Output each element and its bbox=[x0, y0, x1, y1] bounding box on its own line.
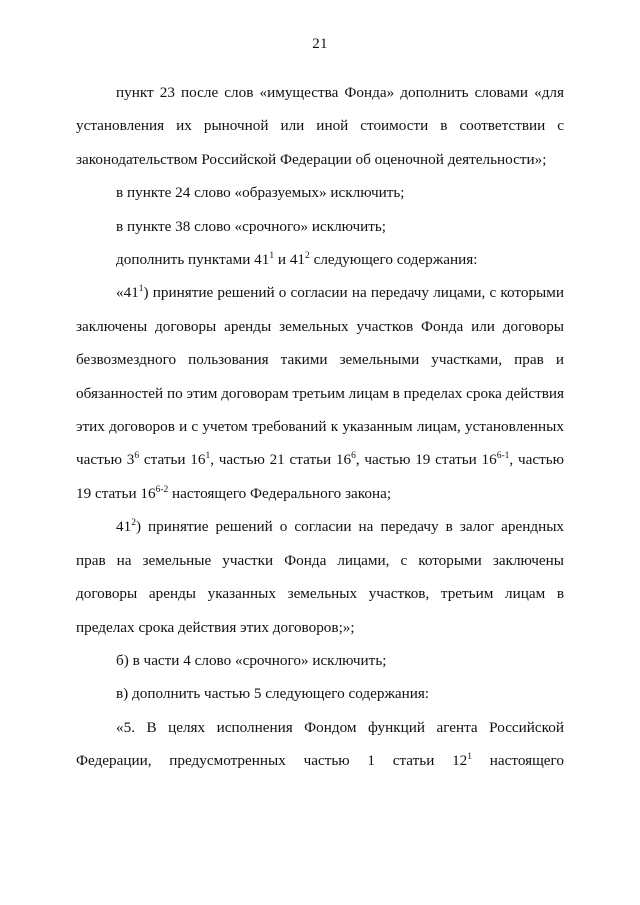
paragraph-text: в) дополнить частью 5 следующего содержания: bbox=[116, 685, 430, 703]
superscript: 1 bbox=[269, 251, 275, 262]
paragraph-text: в пункте 38 слово «срочного» исключить; bbox=[116, 217, 386, 235]
paragraph-text: дополнить пунктами 41 bbox=[116, 251, 270, 269]
paragraph bbox=[76, 711, 564, 778]
paragraph-text: , частью 21 статьи 16 bbox=[210, 451, 352, 469]
paragraph-text: в пункте 24 слово «образуемых» исключить; bbox=[116, 184, 405, 202]
paragraph-text: ) принятие решений о согласии на передачу лицами, с которыми заключены договоры аренды земельных участков Фонда или договоры безвозмездного пользования такими земельными участками, прав и обязанностей по этим договорам третьим лицам в пределах срока действия этих договоров и с учетом требований к указанным лицам, установленных частью 3 bbox=[76, 284, 564, 469]
paragraph-text: статьи 16 bbox=[139, 451, 206, 469]
paragraph bbox=[76, 76, 564, 176]
paragraph-text: , частью 19 статьи 16 bbox=[76, 451, 564, 502]
paragraph-text: настоящего Федерального закона; bbox=[168, 484, 392, 502]
superscript: 1 bbox=[205, 451, 211, 462]
paragraph-text: следующего содержания: bbox=[309, 251, 478, 269]
superscript: 6-1 bbox=[496, 451, 510, 462]
superscript: 6-2 bbox=[155, 484, 169, 495]
page-number: 21 bbox=[312, 36, 328, 52]
superscript: 1 bbox=[138, 284, 144, 295]
paragraph-text: ) принятие решений о согласии на передачу в залог арендных прав на земельные участки Фонда лицами, с которыми заключены договоры аренды указанных земельных участков, третьим лицам в пределах срока действия этих договоров;»; bbox=[76, 518, 564, 636]
paragraph-text: «41 bbox=[116, 284, 139, 302]
paragraph bbox=[76, 677, 564, 710]
paragraph bbox=[76, 644, 564, 677]
paragraph-text: , частью 19 статьи 16 bbox=[355, 451, 497, 469]
paragraph bbox=[76, 210, 564, 243]
paragraph-text: настоящего bbox=[472, 752, 564, 770]
paragraph-text: пункт 23 после слов «имущества Фонда» дополнить словами «для установления их рыночной или иной стоимости в соответствии с законодательством Российской Федерации об оценочной деятельности»; bbox=[76, 84, 564, 168]
paragraph-text: б) в части 4 слово «срочного» исключить; bbox=[116, 651, 387, 669]
paragraph-text: 41 bbox=[116, 518, 132, 536]
superscript: 2 bbox=[305, 251, 310, 262]
paragraph bbox=[76, 243, 564, 276]
paragraph-text: «5. В целях исполнения Фондом функций агента Российской Федерации, предусмотренных частью 1 статьи 12 bbox=[76, 718, 564, 770]
paragraph bbox=[76, 276, 564, 510]
superscript: 1 bbox=[467, 752, 473, 763]
paragraph bbox=[76, 176, 564, 209]
document-body bbox=[76, 76, 564, 778]
paragraph bbox=[76, 510, 564, 644]
superscript: 2 bbox=[131, 518, 136, 529]
superscript: 6 bbox=[351, 451, 356, 462]
superscript: 6 bbox=[134, 451, 140, 462]
paragraph-text: и 41 bbox=[274, 251, 306, 269]
